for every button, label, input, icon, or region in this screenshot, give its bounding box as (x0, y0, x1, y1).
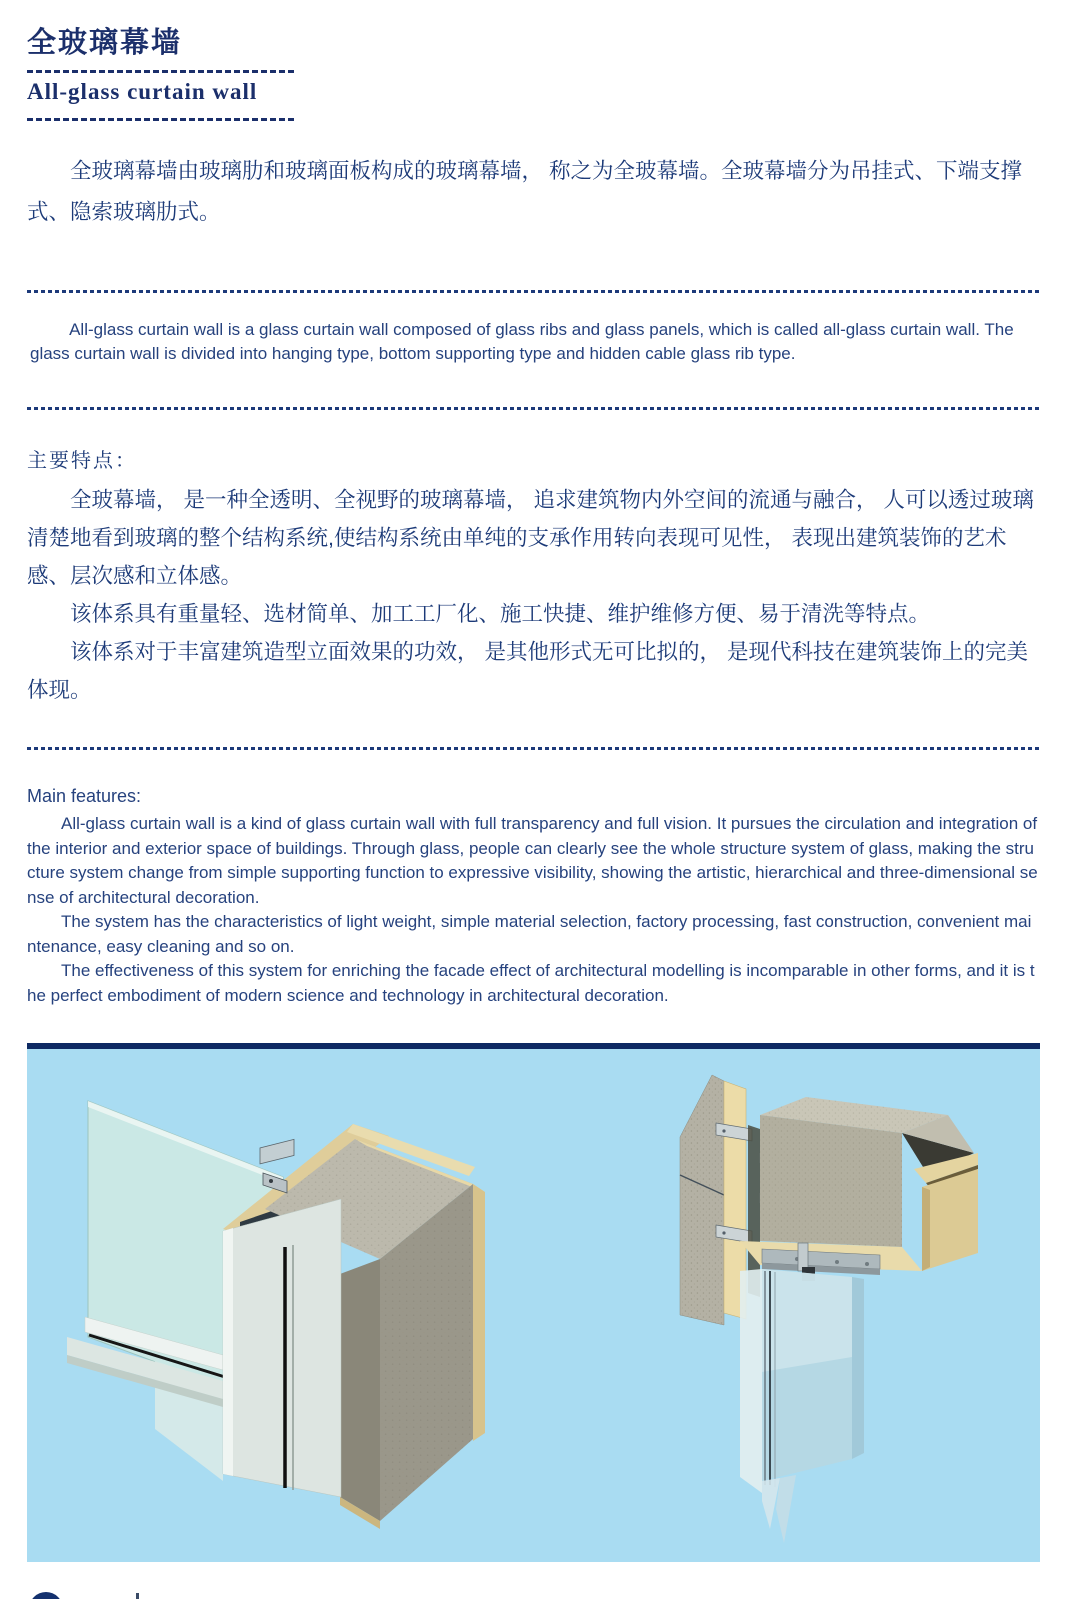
curtain-wall-detail-left-image (55, 1089, 505, 1559)
footer-logo-circle (29, 1592, 63, 1599)
page-title-en: All-glass curtain wall (27, 79, 258, 104)
features-paragraph-en: The system has the characteristics of light weight, simple material selection, factory processing, fast construction, convenient maintenance, easy cleaning and so on. (27, 912, 1032, 956)
features-paragraph-zh: 该体系对于丰富建筑造型立面效果的功效， 是其他形式无可比拟的， 是现代科技在建筑装饰上的完美体现。 (27, 640, 1028, 702)
section-divider (27, 747, 1040, 750)
header-dashed-divider-top (27, 70, 295, 73)
features-body-en (27, 812, 1040, 1008)
section-divider (27, 407, 1040, 410)
features-paragraph-zh: 全玻幕墙， 是一种全透明、全视野的玻璃幕墙， 追求建筑物内外空间的流通与融合， 人可以透过玻璃清楚地看到玻璃的整个结构系统,使结构系统由单纯的支承作用转向表现可见性， 表现出建筑装饰的艺术感、层次感和立体感。 (27, 488, 1034, 588)
features-heading-zh: 主要特点： (27, 450, 137, 472)
features-heading-en: Main features: (27, 786, 142, 806)
intro-paragraph-en: All-glass curtain wall is a glass curtain wall composed of glass ribs and glass panels, which is called all-glass curtain wall. The glass curtain wall is divided into hanging type, bottom supporting type and hidden cable glass rib type. (30, 320, 1014, 363)
footer-mark (136, 1593, 139, 1599)
features-paragraph-zh: 该体系具有重量轻、选材简单、加工工厂化、施工快捷、维护维修方便、易于清洗等特点。 (70, 602, 931, 626)
curtain-wall-detail-right-image (612, 1057, 1040, 1557)
features-paragraph-en: The effectiveness of this system for enriching the facade effect of architectural modelling is incomparable in other forms, and it is the perfect embodiment of modern science and technology in architectural decoration. (27, 961, 1035, 1005)
intro-paragraph-zh: 全玻璃幕墙由玻璃肋和玻璃面板构成的玻璃幕墙， 称之为全玻幕墙。全玻幕墙分为吊挂式、下端支撑式、隐索玻璃肋式。 (27, 159, 1022, 224)
section-divider (27, 290, 1040, 293)
features-body-zh (27, 481, 1040, 709)
page-title-zh: 全玻璃幕墙 (27, 27, 183, 59)
features-paragraph-en: All-glass curtain wall is a kind of glass curtain wall with full transparency and full vision. It pursues the circulation and integration of the interior and exterior space of buildings. Through glass, people can clearly see the whole structure system of glass, making the structure system change from simple supporting function to expressive visibility, showing the artistic, hierarchical and three-dimensional sense of architectural decoration. (27, 814, 1038, 907)
header-dashed-divider-bottom (27, 118, 295, 121)
illustration-panel (27, 1049, 1040, 1562)
